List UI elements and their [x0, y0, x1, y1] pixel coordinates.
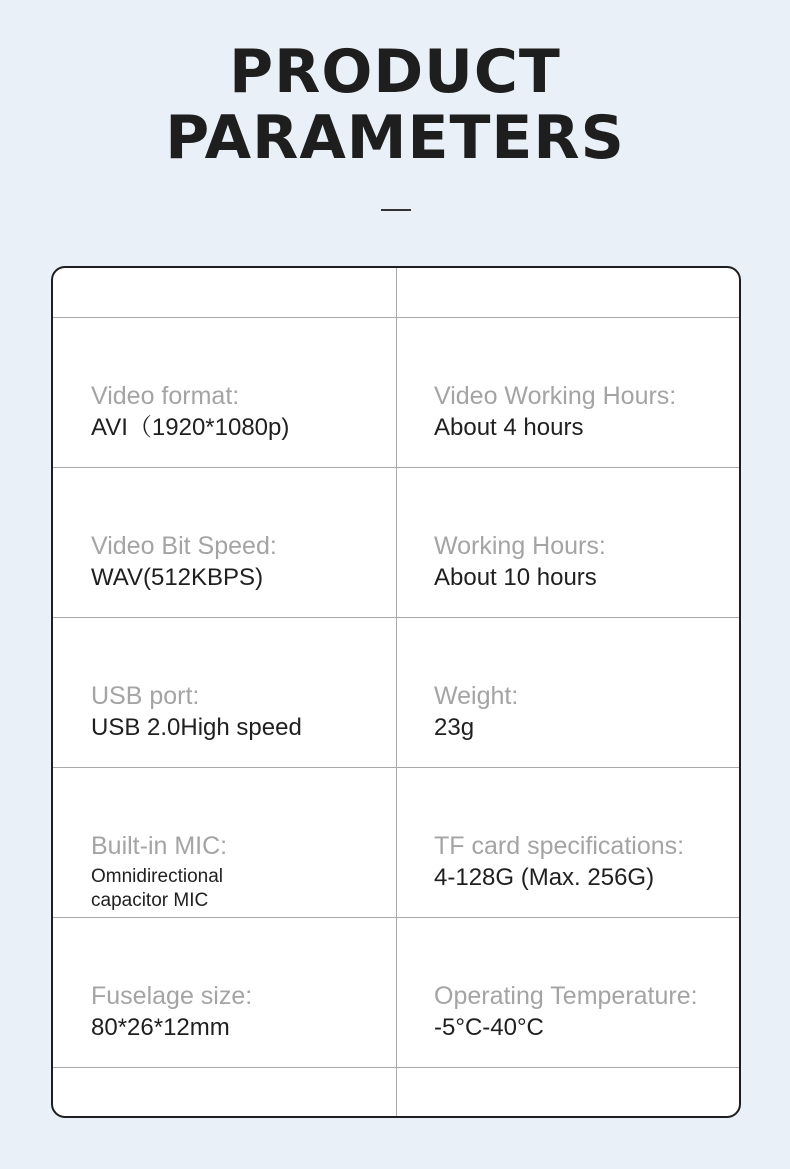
spec-cell-operating-temperature	[434, 981, 741, 1043]
spec-value: -5°C-40°C	[434, 1014, 544, 1041]
spec-label: TF card specifications:	[434, 832, 685, 860]
spec-cell-video-working-hours	[434, 381, 741, 443]
spec-value: 80*26*12mm	[91, 1014, 230, 1041]
spec-value: WAV(512KBPS)	[91, 564, 264, 591]
spec-cell-video-bit-speed	[91, 531, 421, 593]
row-divider	[53, 767, 739, 768]
spec-cell-weight	[434, 681, 741, 743]
spec-label: Video Working Hours:	[434, 382, 677, 410]
spec-label: Video format:	[91, 382, 240, 410]
spec-cell-tf-card	[434, 831, 741, 893]
spec-value: About 10 hours	[434, 564, 597, 591]
row-divider	[53, 617, 739, 618]
spec-cell-usb-port	[91, 681, 421, 743]
row-divider	[53, 1067, 739, 1068]
spec-label: Video Bit Speed:	[91, 532, 277, 560]
row-divider	[53, 317, 739, 318]
row-divider	[53, 467, 739, 468]
row-divider	[53, 917, 739, 918]
page-title-line1: PRODUCT	[229, 37, 561, 107]
spec-value: 23g	[434, 714, 475, 741]
spec-label: Operating Temperature:	[434, 982, 698, 1010]
spec-label: Built-in MIC:	[91, 832, 228, 860]
spec-label: Working Hours:	[434, 532, 606, 560]
parameters-table	[51, 266, 741, 1118]
spec-label: Fuselage size:	[91, 982, 253, 1010]
spec-label: Weight:	[434, 682, 519, 710]
spec-label: USB port:	[91, 682, 200, 710]
page-title-line2: PARAMETERS	[165, 103, 625, 173]
spec-value: AVI（1920*1080p)	[91, 414, 290, 441]
spec-value: 4-128G (Max. 256G)	[434, 864, 655, 891]
title-divider	[381, 209, 411, 211]
spec-cell-video-format	[91, 381, 421, 443]
spec-value: USB 2.0High speed	[91, 714, 302, 741]
spec-value: Omnidirectional capacitor MIC	[91, 866, 223, 911]
spec-cell-built-in-mic	[91, 831, 421, 913]
spec-cell-fuselage-size	[91, 981, 421, 1043]
spec-value: About 4 hours	[434, 414, 584, 441]
spec-cell-working-hours	[434, 531, 741, 593]
